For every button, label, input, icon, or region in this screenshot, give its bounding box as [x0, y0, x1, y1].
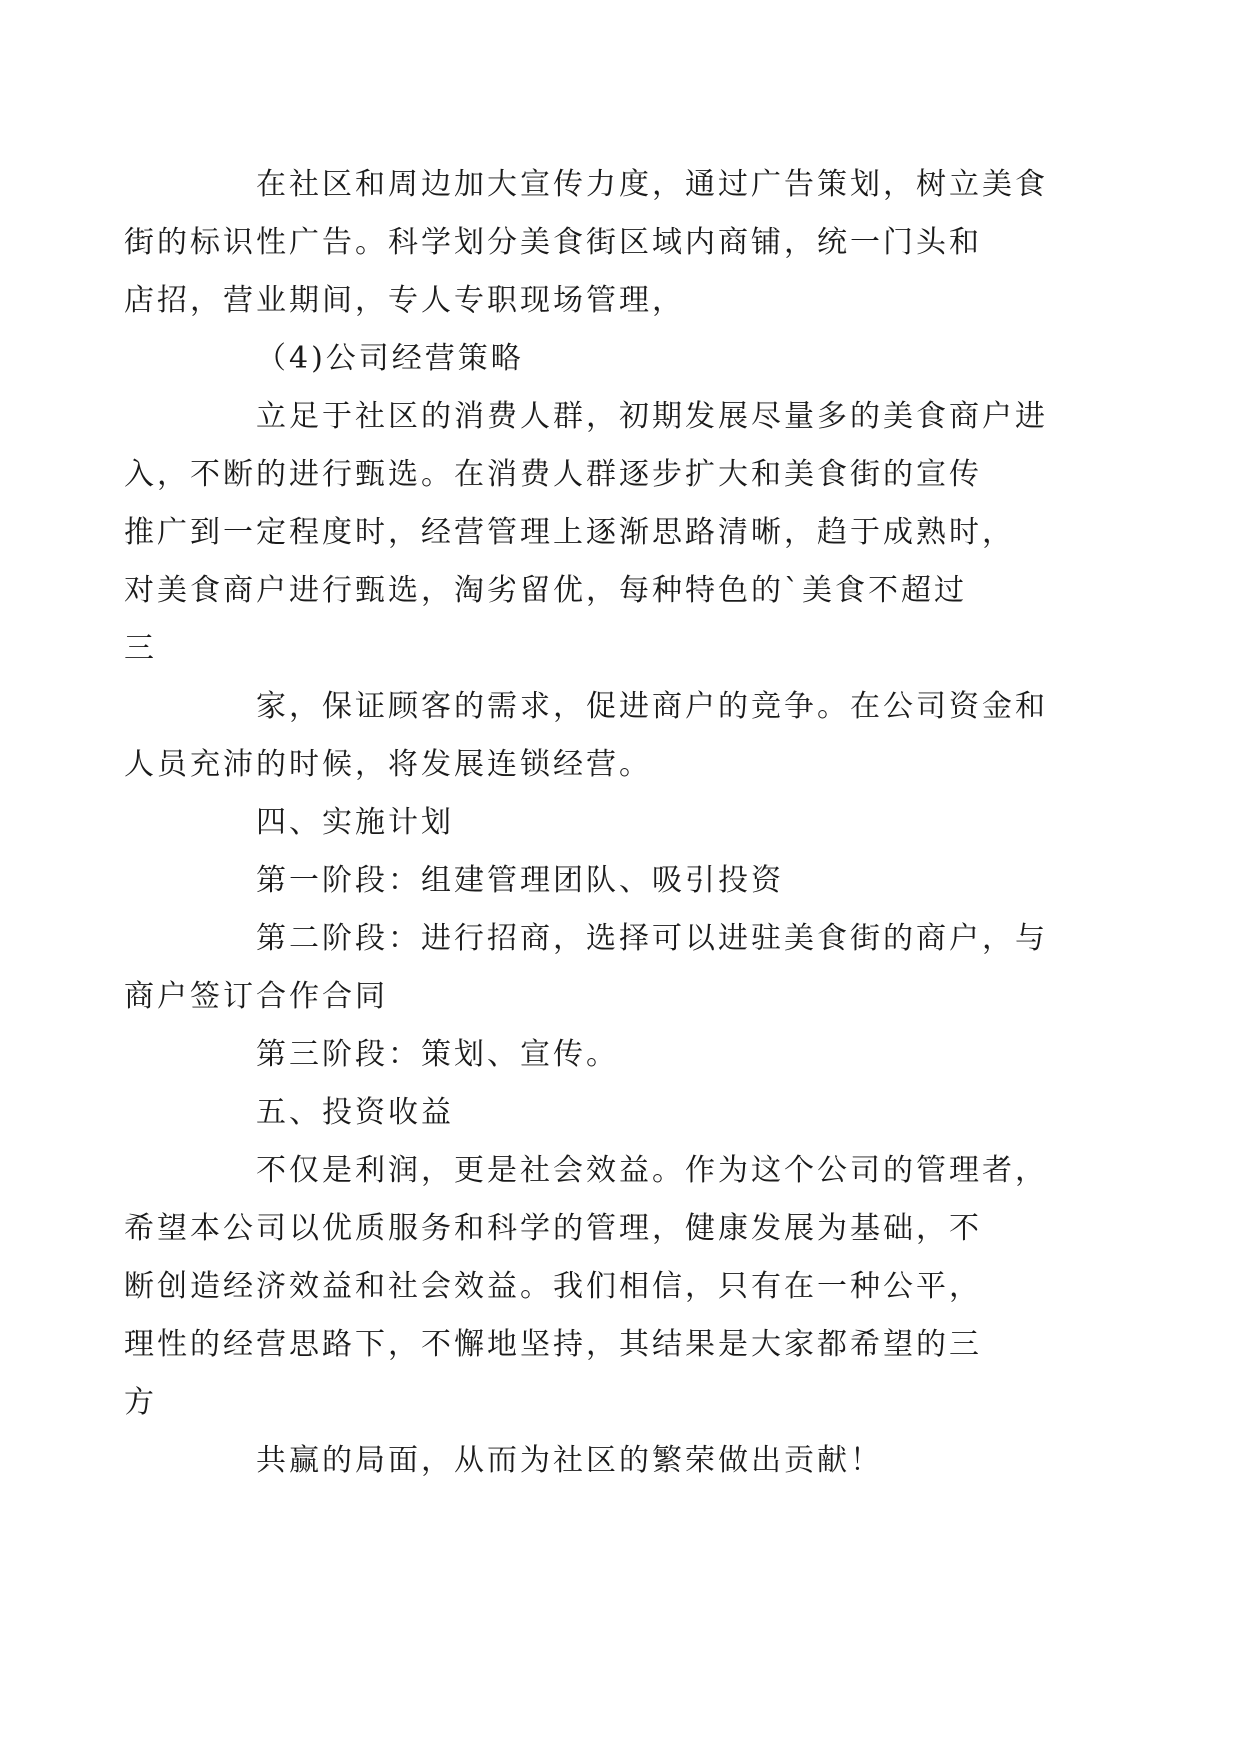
text-line: 四、实施计划	[256, 805, 454, 840]
section-heading-business-strategy	[190, 330, 1050, 388]
text-line: 推广到一定程度时，经营管理上逐渐思路清晰，趋于成熟时，	[124, 515, 1015, 550]
document-body	[124, 156, 1050, 1490]
paragraph-investment-return	[124, 1142, 1050, 1432]
text-line: 第二阶段：进行招商，选择可以进驻美食街的商户，与	[256, 921, 1048, 956]
paragraph-strategy	[124, 388, 1050, 678]
paragraph-phase-one	[190, 852, 1050, 910]
section-heading-implementation-plan	[190, 794, 1050, 852]
text-line: 人员充沛的时候，将发展连锁经营。	[124, 747, 652, 782]
text-line: 街的标识性广告。科学划分美食街区域内商铺，统一门头和	[124, 225, 982, 260]
paragraph-conclusion	[190, 1432, 1050, 1490]
text-line: 五、投资收益	[256, 1095, 454, 1130]
text-line: 入，不断的进行甄选。在消费人群逐步扩大和美食街的宣传	[124, 457, 982, 492]
paragraph-phase-two	[124, 910, 1050, 1026]
paragraph-promotion	[124, 156, 1050, 330]
text-line: 对美食商户进行甄选，淘劣留优，每种特色的`美食不超过	[124, 573, 967, 608]
paragraph-phase-three	[190, 1026, 1050, 1084]
text-line: 第一阶段：组建管理团队、吸引投资	[256, 863, 784, 898]
text-line: 家，保证顾客的需求，促进商户的竞争。在公司资金和	[256, 689, 1048, 724]
text-line: 共赢的局面，从而为社区的繁荣做出贡献！	[256, 1443, 883, 1478]
text-line: （4)公司经营策略	[256, 341, 524, 376]
text-line: 不仅是利润，更是社会效益。作为这个公司的管理者，	[256, 1153, 1048, 1188]
text-line: 商户签订合作合同	[124, 979, 388, 1014]
text-line: 立足于社区的消费人群，初期发展尽量多的美食商户进	[256, 399, 1048, 434]
text-line: 理性的经营思路下，不懈地坚持，其结果是大家都希望的三	[124, 1327, 982, 1362]
text-line: 第三阶段：策划、宣传。	[256, 1037, 619, 1072]
paragraph-strategy-continued	[124, 678, 1050, 794]
text-line: 店招，营业期间，专人专职现场管理，	[124, 283, 685, 318]
text-line: 三	[124, 631, 157, 666]
text-line: 希望本公司以优质服务和科学的管理，健康发展为基础，不	[124, 1211, 982, 1246]
text-line: 断创造经济效益和社会效益。我们相信，只有在一种公平，	[124, 1269, 982, 1304]
section-heading-investment-return	[190, 1084, 1050, 1142]
text-line: 方	[124, 1385, 157, 1420]
text-line: 在社区和周边加大宣传力度，通过广告策划，树立美食	[256, 167, 1048, 202]
